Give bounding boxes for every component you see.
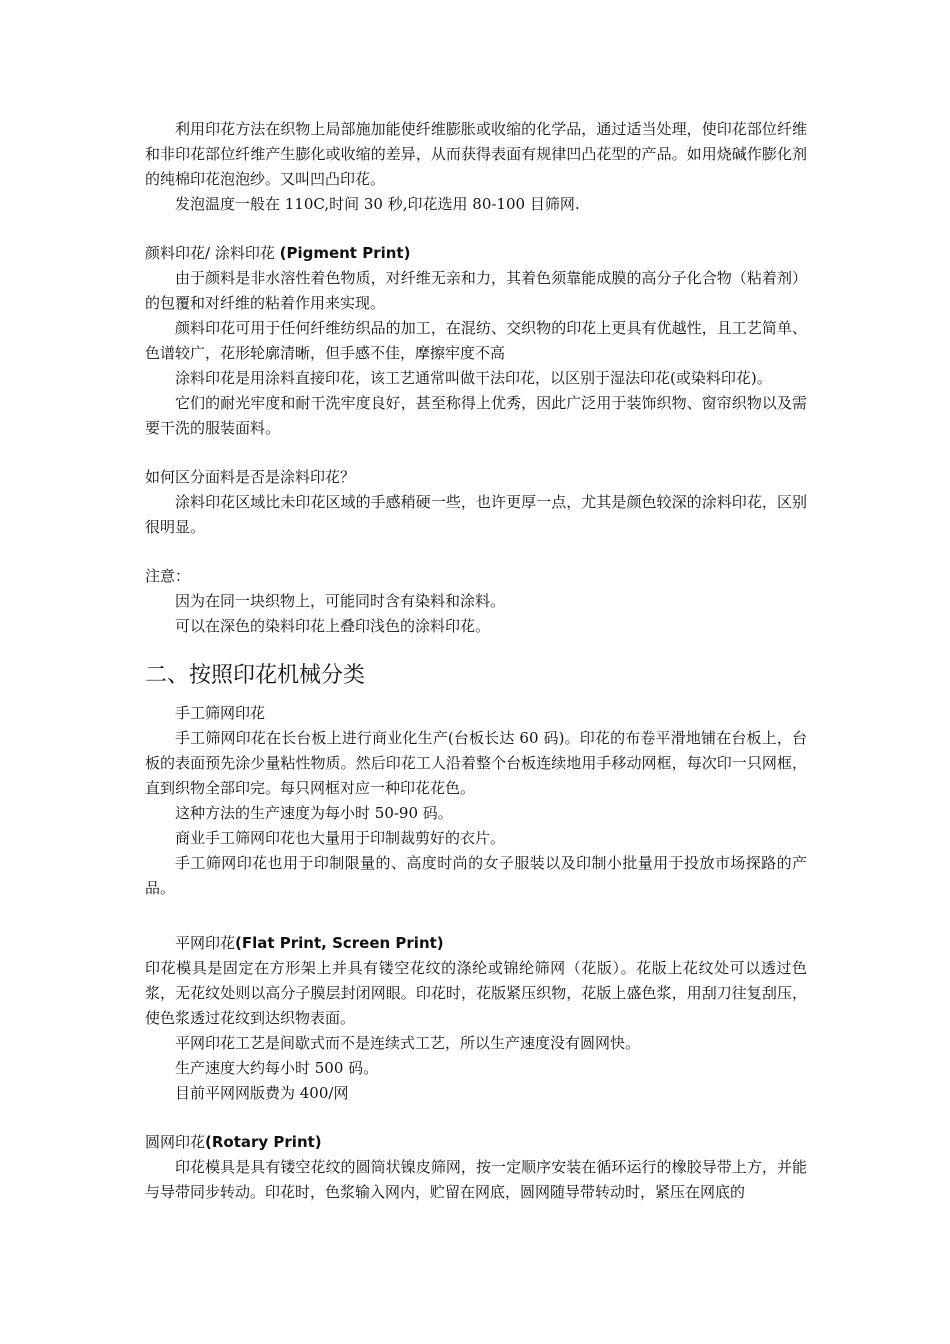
section-heading-machine-classification: 二、按照印花机械分类	[145, 663, 366, 688]
spacer	[145, 217, 807, 241]
pigment-paragraph-1: 由于颜料是非水溶性着色物质，对纤维无亲和力，其着色须靠能成膜的高分子化合物（粘着剂）的包覆和对纤维的粘着作用来实现。	[145, 269, 807, 312]
rotary-print-paragraph-1: 印花模具是具有镂空花纹的圆筒状镍皮筛网，按一定顺序安装在循环运行的橡胶导带上方，并能与导带同步转动。印花时，色浆输入网内，贮留在网底，圆网随导带转动时，紧压在网底的	[145, 1158, 807, 1201]
document-body	[145, 117, 807, 1205]
hand-screen-title: 手工筛网印花	[175, 704, 266, 722]
rotary-title-en: (Rotary Print)	[205, 1133, 322, 1151]
pigment-paragraph-3: 涂料印花是用涂料直接印花，该工艺通常叫做干法印花，以区别于湿法印花(或染料印花)。	[175, 369, 772, 387]
pigment-paragraph-4: 它们的耐光牢度和耐干洗牢度良好，甚至称得上优秀，因此广泛用于装饰织物、窗帘织物以及需要干洗的服装面料。	[145, 394, 807, 437]
rotary-print-title	[145, 1130, 807, 1155]
flat-print-paragraph-1: 印花模具是固定在方形架上并具有镂空花纹的涤纶或锦纶筛网（花版）。花版上花纹处可以透过色浆，无花纹处则以高分子膜层封闭网眼。印花时，花版紧压织物，花版上盛色浆，用刮刀往复刮压，使色浆透过花纹到达织物表面。	[145, 959, 807, 1027]
spacer	[145, 1106, 807, 1130]
paragraph-emboss-print: 利用印花方法在织物上局部施加能使纤维膨胀或收缩的化学品，通过适当处理，使印花部位纤维和非印花部位纤维产生膨化或收缩的差异，从而获得表面有规律凹凸花型的产品。如用烧碱作膨化剂的纯棉印花泡泡纱。又叫凹凸印花。	[145, 120, 807, 188]
spacer	[145, 540, 807, 564]
distinguish-paragraph: 涂料印花区域比未印花区域的手感稍硬一些，也许更厚一点，尤其是颜色较深的涂料印花，区别很明显。	[145, 493, 807, 536]
flat-print-title	[145, 931, 807, 956]
flat-print-paragraph-4: 目前平网网版费为 400/网	[175, 1084, 349, 1102]
hand-screen-paragraph-4: 手工筛网印花也用于印制限量的、高度时尚的女子服装以及印制小批量用于投放市场探路的产品。	[145, 854, 807, 897]
rotary-title-cn: 圆网印花	[145, 1133, 206, 1151]
spacer	[145, 901, 807, 931]
note-title: 注意：	[145, 567, 191, 585]
pigment-title-cn: 颜料印花/ 涂料印花	[145, 244, 280, 262]
distinguish-title: 如何区分面料是否是涂料印花？	[145, 468, 356, 486]
spacer	[145, 441, 807, 465]
pigment-title-en: (Pigment Print)	[279, 244, 411, 262]
flat-title-en: (Flat Print, Screen Print)	[235, 934, 444, 952]
hand-screen-paragraph-3: 商业手工筛网印花也大量用于印制裁剪好的衣片。	[175, 829, 506, 847]
note-paragraph-1: 因为在同一块织物上，可能同时含有染料和涂料。	[175, 592, 506, 610]
flat-title-cn: 平网印花	[175, 934, 236, 952]
pigment-print-title	[145, 241, 807, 266]
hand-screen-paragraph-2: 这种方法的生产速度为每小时 50-90 码。	[175, 804, 453, 822]
spacer	[145, 639, 807, 657]
flat-print-paragraph-2: 平网印花工艺是间歇式而不是连续式工艺，所以生产速度没有圆网快。	[175, 1034, 641, 1052]
paragraph-foaming-temperature: 发泡温度一般在 110C,时间 30 秒,印花选用 80-100 目筛网.	[175, 195, 580, 213]
hand-screen-paragraph-1: 手工筛网印花在长台板上进行商业化生产(台板长达 60 码)。印花的布卷平滑地铺在台板上，台板的表面预先涂少量粘性物质。然后印花工人沿着整个台板连续地用手移动网框，每次印一只网框，直到织物全部印完。每只网框对应一种印花花色。	[145, 729, 807, 797]
spacer	[145, 693, 807, 701]
note-paragraph-2: 可以在深色的染料印花上叠印浅色的涂料印花。	[175, 617, 491, 635]
flat-print-paragraph-3: 生产速度大约每小时 500 码。	[175, 1059, 379, 1077]
pigment-paragraph-2: 颜料印花可用于任何纤维纺织品的加工，在混纺、交织物的印花上更具有优越性，且工艺简单、色谱较广，花形轮廓清晰，但手感不佳，摩擦牢度不高	[145, 319, 807, 362]
